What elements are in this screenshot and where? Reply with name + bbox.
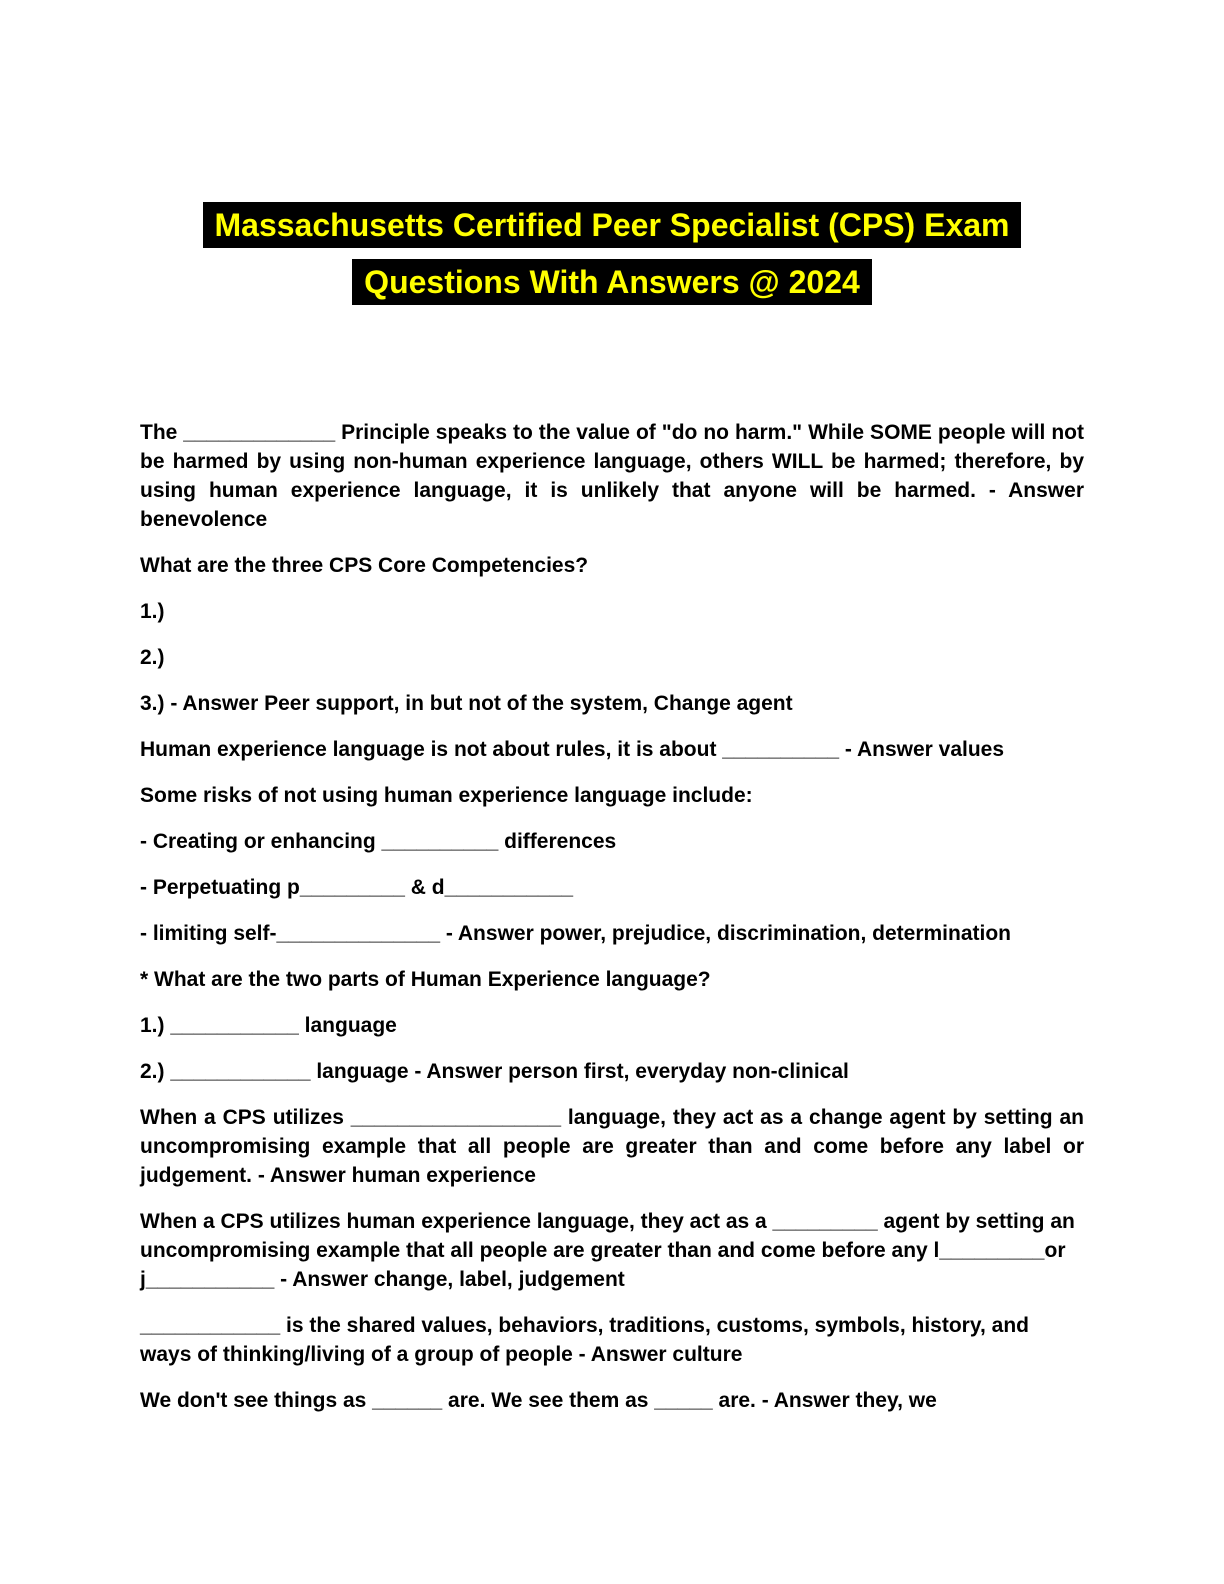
document-title <box>140 0 1084 316</box>
paragraph-16: ____________ is the shared values, behaviors, traditions, customs, symbols, history, and ways of thinking/living of a group of people - Answer culture <box>140 1314 1029 1366</box>
title-line-1: Massachusetts Certified Peer Specialist (CPS) Exam <box>203 202 1022 248</box>
paragraph-3: 1.) <box>140 600 165 623</box>
paragraph-2: What are the three CPS Core Competencies? <box>140 554 589 577</box>
paragraph-10: - limiting self-______________ - Answer power, prejudice, discrimination, determination <box>140 922 1012 945</box>
paragraph-4: 2.) <box>140 646 165 669</box>
paragraph-1: The _____________ Principle speaks to the value of "do no harm." While SOME people will not be harmed by using non-human experience language, others WILL be harmed; therefore, by using human experience language, it is unlikely that anyone will be harmed. - Answer benevolence <box>140 421 1084 531</box>
paragraph-15: When a CPS utilizes human experience language, they act as a _________ agent by setting an uncompromising example that all people are greater than and come before any l_________or j___________ - Answer change, label, judgement <box>140 1210 1075 1291</box>
paragraph-14: When a CPS utilizes __________________ language, they act as a change agent by setting an uncompromising example that all people are greater than and come before any label or judgement. - Answer human experience <box>140 1106 1084 1187</box>
paragraph-6: Human experience language is not about rules, it is about __________ - Answer values <box>140 738 1005 761</box>
title-line-2: Questions With Answers @ 2024 <box>352 259 872 305</box>
paragraph-11: * What are the two parts of Human Experience language? <box>140 968 711 991</box>
paragraph-7: Some risks of not using human experience language include: <box>140 784 753 807</box>
paragraph-17: We don't see things as ______ are. We see them as _____ are. - Answer they, we <box>140 1389 937 1412</box>
paragraph-12: 1.) ___________ language <box>140 1014 397 1037</box>
paragraph-5: 3.) - Answer Peer support, in but not of the system, Change agent <box>140 692 793 715</box>
paragraph-13: 2.) ____________ language - Answer person first, everyday non-clinical <box>140 1060 849 1083</box>
paragraph-8: - Creating or enhancing __________ differences <box>140 830 617 853</box>
document-body <box>140 418 1084 1415</box>
paragraph-9: - Perpetuating p_________ & d___________ <box>140 876 574 899</box>
